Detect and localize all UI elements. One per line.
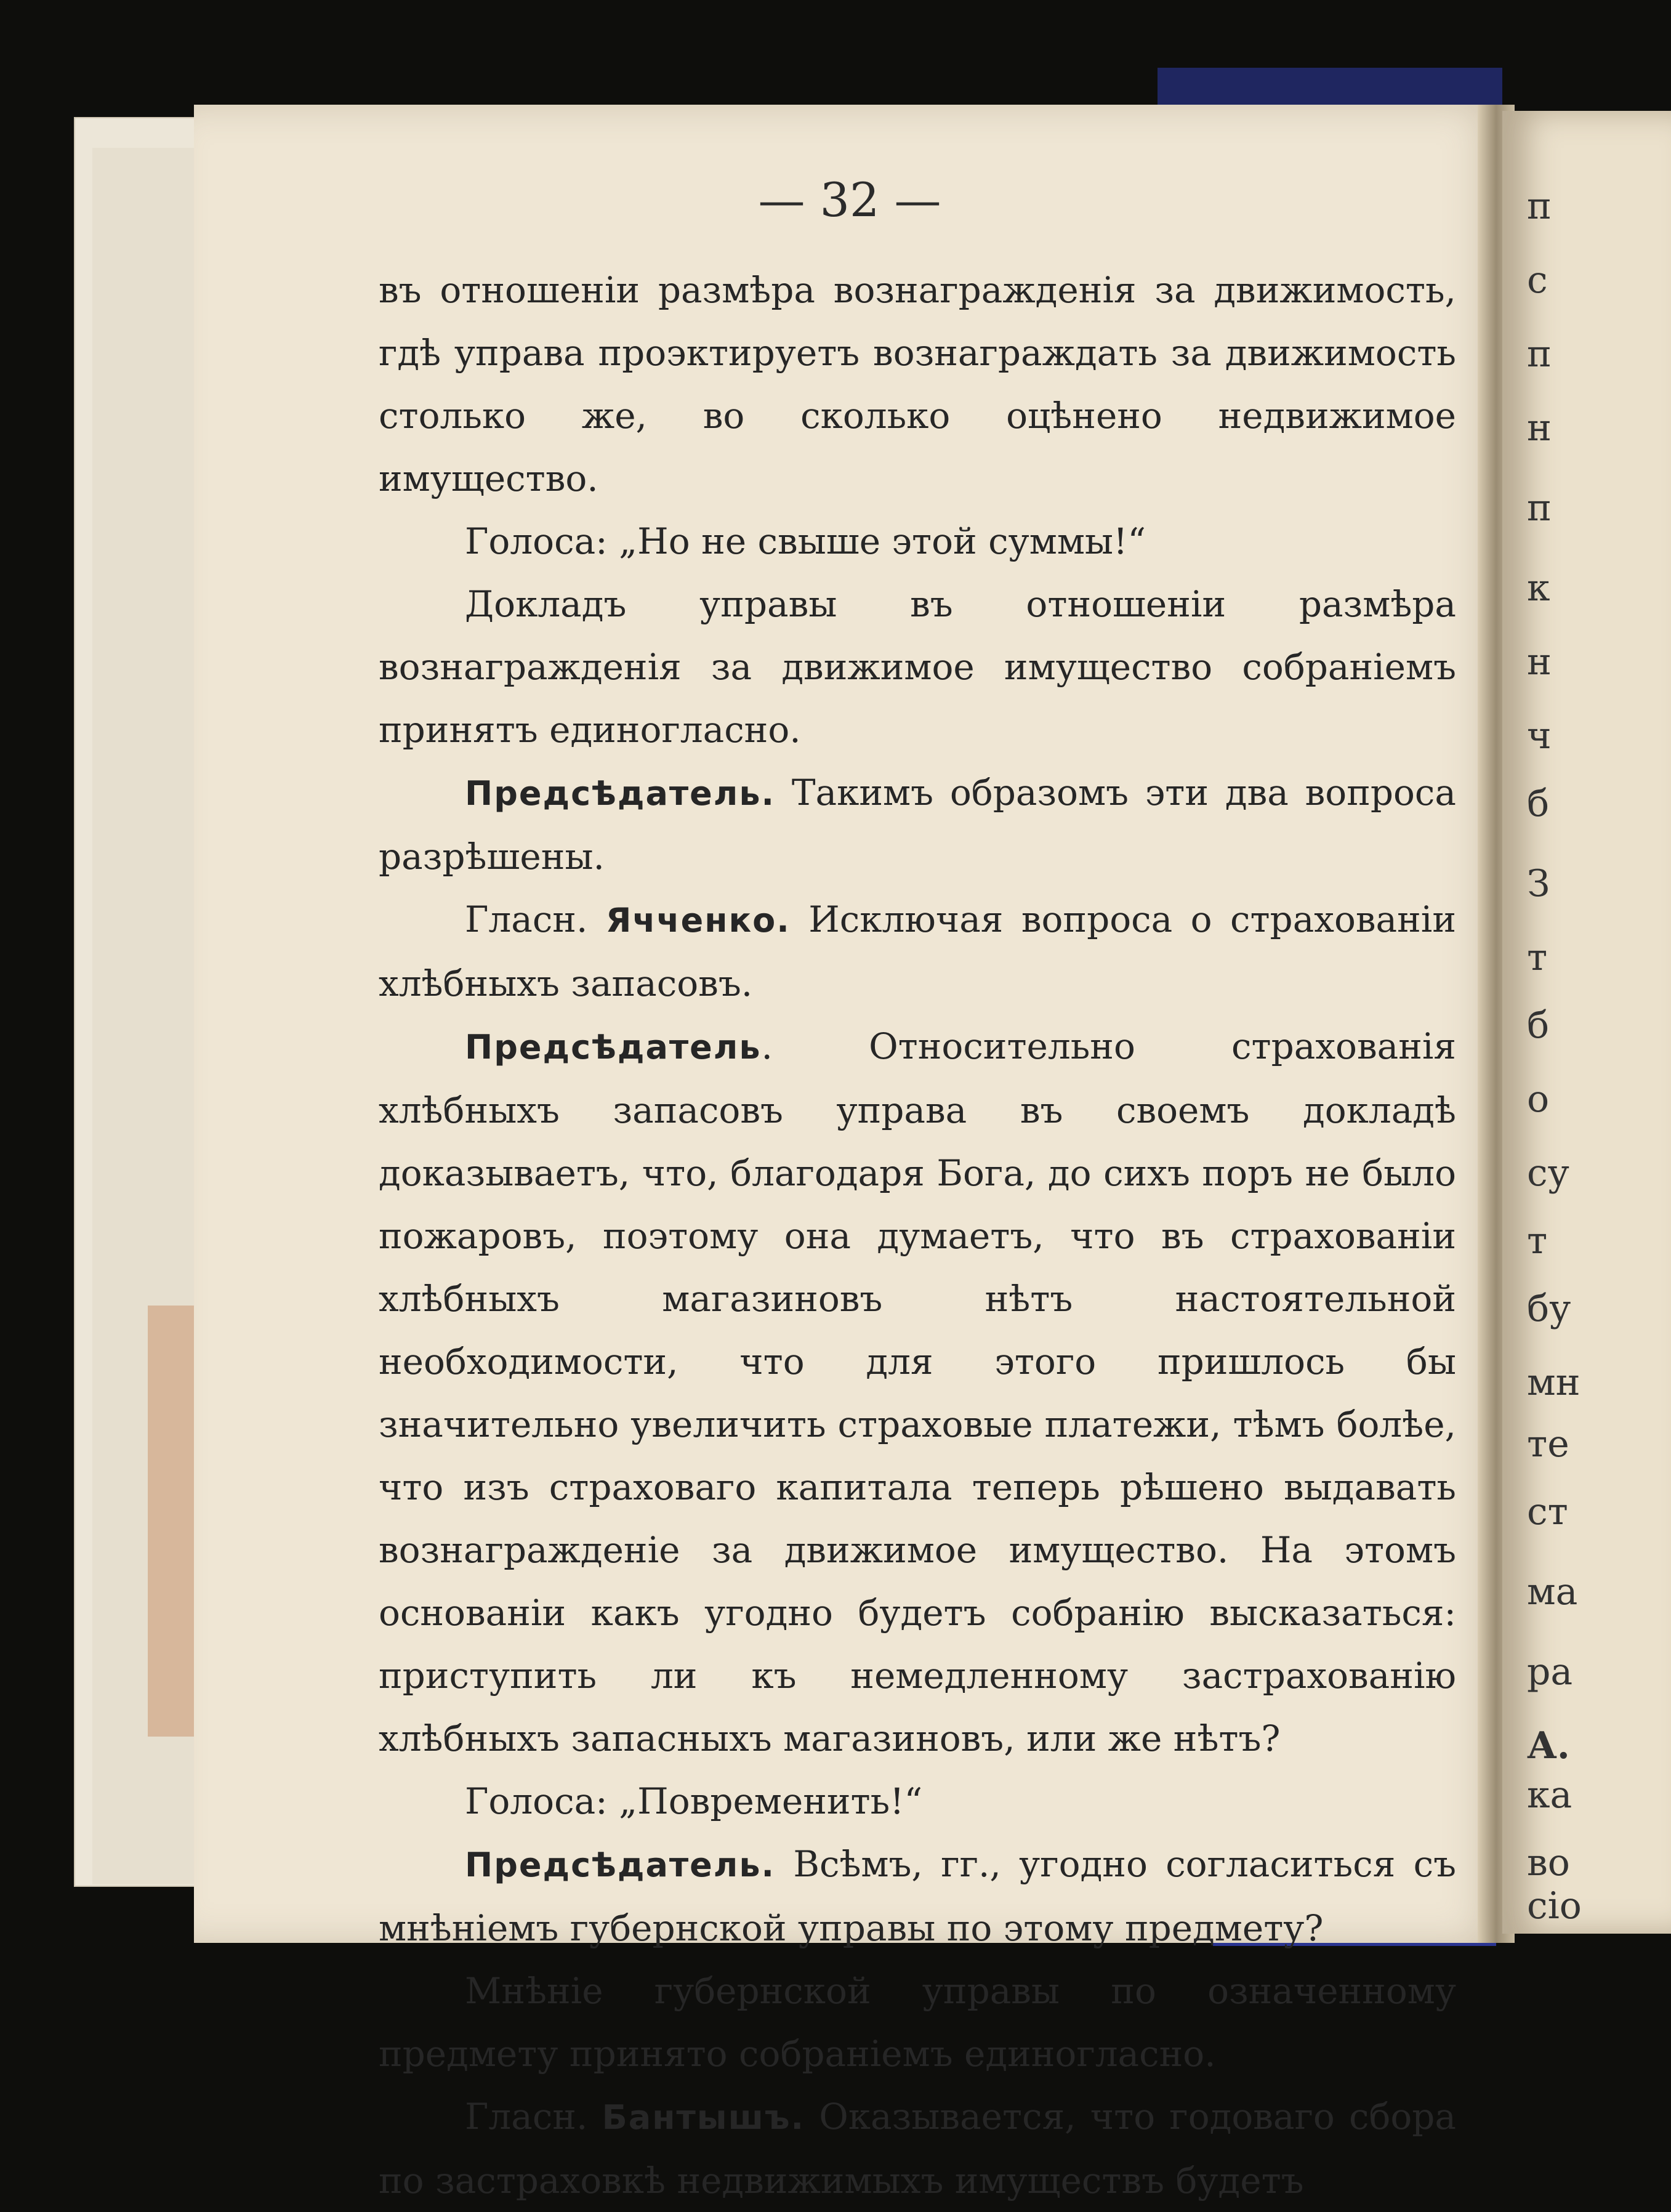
- paragraph: [379, 761, 1456, 888]
- facing-page-fragment: ра: [1527, 1650, 1573, 1693]
- paragraph-text: Всѣмъ, гг., угодно согласиться съ мнѣніемъ губернской управы по этому предмету?: [379, 1843, 1456, 1949]
- facing-page-fragment: т: [1527, 1219, 1548, 1262]
- paragraph: [379, 1833, 1456, 1960]
- paragraph-text: Мнѣніе губернской управы по означенному предмету принято собраніемъ единогласно.: [379, 1970, 1456, 2075]
- facing-page-fragment: бу: [1527, 1287, 1571, 1330]
- book-page: [194, 105, 1505, 2202]
- facing-page-fragment: ка: [1527, 1774, 1572, 1817]
- paragraph-text: Голоса: „Но не свыше этой суммы!“: [465, 520, 1146, 562]
- facing-page-fragment: б: [1527, 1004, 1550, 1047]
- facing-page-fragment: н: [1527, 640, 1552, 684]
- speaker-name: Бантышъ.: [602, 2098, 805, 2137]
- paragraph: [379, 2085, 1456, 2212]
- paragraph-text: въ отношеніи размѣра вознагражденія за движимость, гдѣ управа проэктируетъ вознаграждать за движимость столько же, во сколько оцѣнено недвижимое имущество.: [379, 269, 1456, 499]
- facing-page-fragment: ст: [1527, 1490, 1568, 1533]
- paragraph-text: Оказывается, что годоваго сбора по застраховкѣ недвижимыхъ имуществъ будетъ: [379, 2096, 1456, 2202]
- facing-page-fragment: ма: [1527, 1570, 1578, 1613]
- paragraph: [379, 510, 1456, 573]
- page-body-text: [379, 259, 1456, 2212]
- facing-page-fragment: мн: [1527, 1361, 1580, 1404]
- page-number: — 32 —: [758, 172, 941, 227]
- paragraph-text: Докладъ управы въ отношеніи размѣра вознагражденія за движимое имущество собраніемъ принятъ единогласно.: [379, 583, 1456, 751]
- facing-page-fragment: н: [1527, 406, 1552, 450]
- facing-page-fragment: т: [1527, 936, 1548, 979]
- facing-page-fragment: с: [1527, 259, 1548, 302]
- facing-page-fragment: б: [1527, 782, 1550, 825]
- facing-page-fragment: п: [1527, 486, 1552, 530]
- facing-page-fragment: п: [1527, 185, 1552, 228]
- speaker-name: Предсѣдатель.: [465, 1846, 776, 1884]
- facing-page-fragment: п: [1527, 333, 1552, 376]
- speaker-name: Предсѣдатель: [465, 1028, 762, 1067]
- paragraph: [379, 1770, 1456, 1833]
- facing-page-fragment: к: [1527, 567, 1550, 610]
- facing-page-fragment: те: [1527, 1423, 1569, 1466]
- paragraph-text: Исключая вопроса о страхованіи хлѣбныхъ запасовъ.: [379, 898, 1456, 1004]
- facing-page-fragment: сіо: [1527, 1884, 1582, 1927]
- paragraph-text: Голоса: „Повременить!“: [465, 1780, 923, 1822]
- facing-page-fragment: ч: [1527, 714, 1552, 757]
- paragraph: [379, 259, 1456, 510]
- paragraph: [379, 1960, 1456, 2085]
- paragraph-text: Такимъ образомъ эти два вопроса разрѣшены.: [379, 772, 1456, 878]
- paragraph-text: Гласн.: [465, 2096, 602, 2137]
- paragraph-text: . Относительно страхованія хлѣбныхъ запасовъ управа въ своемъ докладѣ доказываетъ, что, благодаря Бога, до сихъ поръ не было пожаровъ, поэтому она думаетъ, что въ страхованіи хлѣбныхъ магазиновъ нѣтъ настоятельной необходимости, что для этого пришлось бы значительно увеличить страховые платежи, тѣмъ болѣе, что изъ страховаго капитала теперь рѣшено выдавать вознагражденіе за движимое имущество. На этомъ основаніи какъ угодно будетъ собранію высказаться: приступить ли къ немедленному застрахованію хлѣбныхъ запасныхъ магазиновъ, или же нѣтъ?: [379, 1025, 1456, 1759]
- paragraph: [379, 1015, 1456, 1770]
- facing-page-fragment: су: [1527, 1152, 1569, 1195]
- facing-page-fragment: о: [1527, 1078, 1550, 1121]
- facing-page-fragment: А.: [1527, 1724, 1570, 1767]
- facing-page-edge: [1502, 111, 1671, 1934]
- speaker-name: Ячченко.: [605, 901, 791, 940]
- facing-page-fragment: во: [1527, 1841, 1570, 1884]
- paragraph-text: Гласн.: [465, 898, 606, 940]
- facing-page-fragment: З: [1527, 862, 1550, 905]
- paragraph: [379, 573, 1456, 761]
- paragraph: [379, 888, 1456, 1015]
- speaker-name: Предсѣдатель.: [465, 774, 776, 813]
